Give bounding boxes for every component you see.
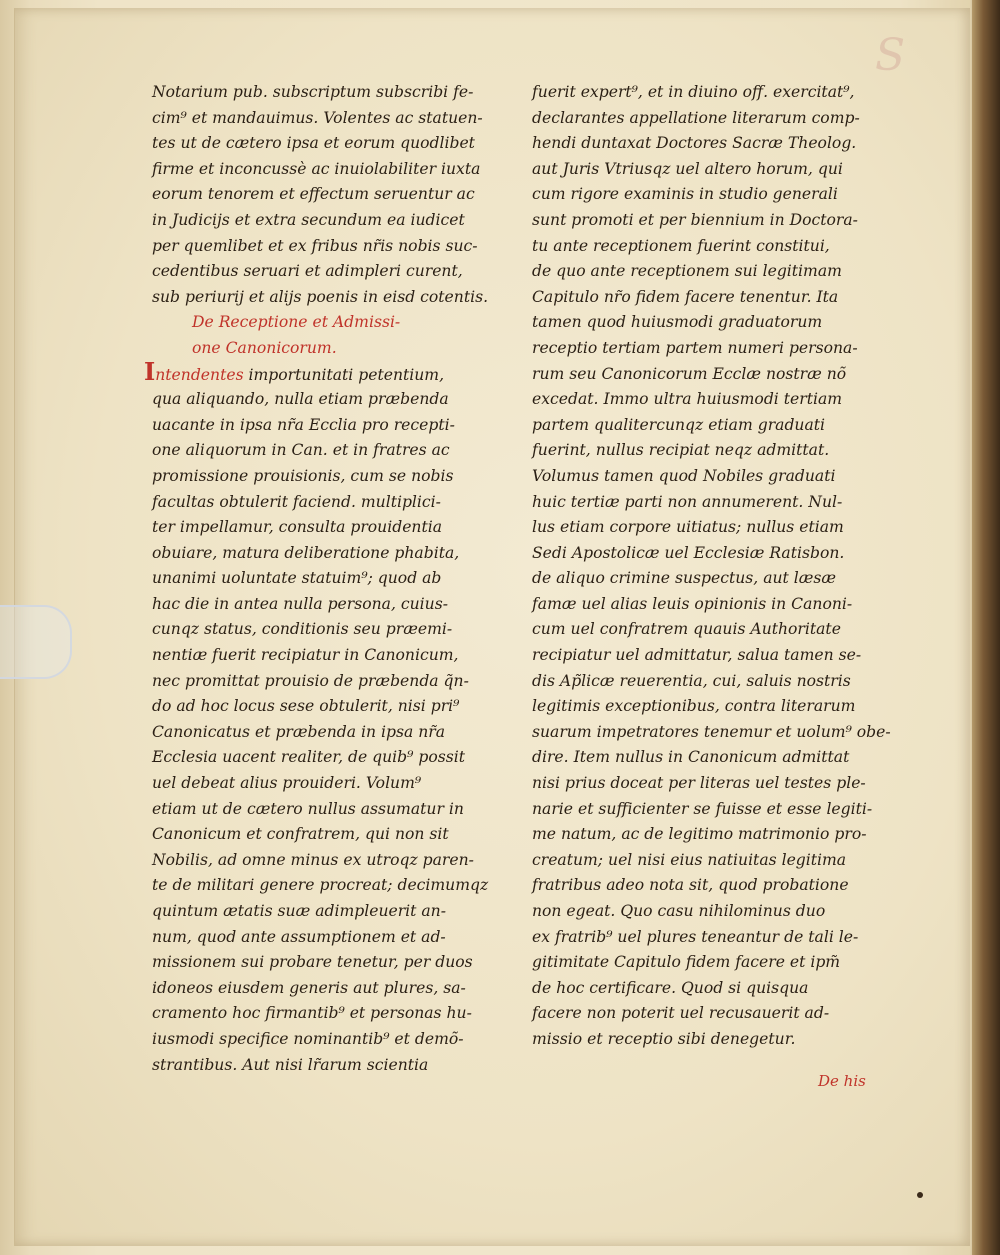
text-line: fuerint, nullus recipiat neqz admittat. bbox=[532, 441, 830, 460]
text-line: per quemlibet et ex fribus nr̃is nobis suc- bbox=[152, 236, 478, 255]
text-line: cim⁹ et mandauimus. Volentes ac statuen- bbox=[152, 108, 483, 127]
text-line: lus etiam corpore uitiatus; nullus etiam bbox=[532, 518, 844, 537]
text-line: strantibus. Aut nisi lr̃arum scientia bbox=[152, 1055, 429, 1074]
text-line: sunt promoti et per biennium in Doctora- bbox=[532, 210, 858, 229]
book-edge bbox=[972, 0, 1000, 1255]
text-line: cum rigore examinis in studio generali bbox=[532, 185, 838, 204]
text-line: declarantes appellatione literarum comp- bbox=[532, 108, 860, 127]
text-line: cunqz status, conditionis seu præemi- bbox=[152, 620, 453, 639]
ink-spot bbox=[917, 1192, 923, 1198]
text-line: idoneos eiusdem generis aut plures, sa- bbox=[152, 978, 466, 997]
text-line: Notarium pub. subscriptum subscribi fe- bbox=[152, 83, 474, 101]
text-line: ter impellamur, consulta prouidentia bbox=[152, 518, 443, 537]
text-line: receptio tertiam partem numeri persona- bbox=[532, 338, 858, 357]
text-line: tes ut de cætero ipsa et eorum quodlibet bbox=[152, 134, 475, 153]
text-line: te de militari genere procreat; decimumqz bbox=[152, 876, 489, 895]
text-line: qua aliquando, nulla etiam præbenda bbox=[152, 390, 449, 409]
first-line-tail: importunitati petentium, bbox=[243, 365, 445, 384]
text-line: nec promittat prouisio de præbenda q̃n- bbox=[152, 671, 469, 690]
text-line: facultas obtulerit faciend. multiplici- bbox=[152, 492, 441, 511]
text-line: de quo ante receptionem sui legitimam bbox=[532, 262, 842, 281]
text-line-first bbox=[144, 356, 522, 388]
text-line: aut Juris Vtriusqz uel altero horum, qui bbox=[532, 159, 843, 178]
text-line: promissione prouisionis, cum se nobis bbox=[152, 466, 454, 485]
text-line: famæ uel alias leuis opinionis in Canoni- bbox=[532, 594, 853, 613]
text-line: cedentibus seruari et adimpleri curent, bbox=[152, 262, 463, 281]
text-line: rum seu Canonicorum Ecclæ nostræ nõ bbox=[532, 364, 847, 383]
text-line: missio et receptio sibi denegetur. bbox=[532, 1029, 796, 1048]
page-clip bbox=[0, 605, 72, 679]
text-line: excedat. Immo ultra huiusmodi tertiam bbox=[532, 390, 843, 409]
text-line: recipiatur uel admittatur, salua tamen se- bbox=[532, 646, 862, 665]
text-line: suarum impetratores tenemur et uolum⁹ obe- bbox=[532, 722, 891, 741]
text-line: de hoc certificare. Quod si quisqua bbox=[532, 978, 809, 997]
text-line: de aliquo crimine suspectus, aut læsæ bbox=[532, 569, 837, 588]
text-line: Canonicum et confratrem, qui non sit bbox=[152, 825, 449, 844]
text-line: Nobilis, ad omne minus ex utroqz paren- bbox=[152, 850, 474, 869]
text-line: do ad hoc locus sese obtulerit, nisi pri⁹ bbox=[152, 697, 460, 716]
text-line: iusmodi specifice nominantib⁹ et demõ- bbox=[152, 1029, 464, 1048]
text-line: cramento hoc firmantib⁹ et personas hu- bbox=[152, 1004, 472, 1023]
text-line: narie et sufficienter se fuisse et esse legiti- bbox=[532, 799, 873, 818]
text-line: facere non poterit uel recusauerit ad- bbox=[532, 1004, 830, 1023]
text-line: eorum tenorem et effectum seruentur ac bbox=[152, 185, 475, 204]
text-line: quintum ætatis suæ adimpleuerit an- bbox=[152, 902, 446, 920]
text-line: ex fratrib⁹ uel plures teneantur de tali le- bbox=[532, 927, 859, 946]
text-line: etiam ut de cætero nullus assumatur in bbox=[152, 799, 464, 818]
text-line: Capitulo nr̃o fidem facere tenentur. Ita bbox=[532, 287, 839, 306]
text-line: legitimis exceptionibus, contra literarum bbox=[532, 697, 856, 716]
text-line: fratribus adeo nota sit, quod probatione bbox=[532, 876, 849, 895]
left-column bbox=[144, 80, 522, 1078]
text-line: me natum, ac de legitimo matrimonio pro- bbox=[532, 825, 867, 844]
text-line: tamen quod huiusmodi graduatorum bbox=[532, 313, 823, 332]
text-line: unanimi uoluntate statuim⁹; quod ab bbox=[152, 569, 442, 588]
text-line: Sedi Apostolicæ uel Ecclesiæ Ratisbon. bbox=[532, 543, 845, 562]
text-line: cum uel confratrem quauis Authoritate bbox=[532, 620, 841, 639]
text-line: nisi prius doceat per literas uel testes ple- bbox=[532, 774, 866, 793]
text-line: hendi duntaxat Doctores Sacræ Theolog. bbox=[532, 134, 857, 153]
text-line: nentiæ fuerit recipiatur in Canonicum, bbox=[152, 646, 459, 665]
text-line: Volumus tamen quod Nobiles graduati bbox=[532, 466, 836, 485]
text-line: partem qualitercunqz etiam graduati bbox=[532, 415, 826, 434]
text-line: uel debeat alius prouideri. Volum⁹ bbox=[152, 774, 422, 793]
text-line: in Judicijs et extra secundum ea iudicet bbox=[152, 210, 465, 229]
text-line: uacante in ipsa nr̃a Ecclia pro recepti- bbox=[152, 415, 455, 434]
section-heading: De Receptione et Admissi- bbox=[192, 313, 401, 332]
text-line: firme et inconcussè ac inuiolabiliter iuxta bbox=[152, 159, 481, 178]
text-line: num, quod ante assumptionem et ad- bbox=[152, 927, 446, 946]
text-line: non egeat. Quo casu nihilominus duo bbox=[532, 902, 826, 920]
text-line: obuiare, matura deliberatione phabita, bbox=[152, 543, 460, 562]
text-line: creatum; uel nisi eius natiuitas legitima bbox=[532, 850, 847, 869]
text-line: sub periurij et alijs poenis in eisd cotentis. bbox=[152, 287, 489, 306]
first-word: ntendentes bbox=[155, 365, 244, 384]
text-line: tu ante receptionem fuerint constitui, bbox=[532, 236, 830, 255]
text-line: gitimitate Capitulo fidem facere et ipm̃ bbox=[532, 953, 841, 972]
section-heading: one Canonicorum. bbox=[192, 338, 337, 357]
show-through-letter: S bbox=[875, 30, 906, 81]
text-line: missionem sui probare tenetur, per duos bbox=[152, 953, 473, 972]
text-line: Canonicatus et præbenda in ipsa nr̃a bbox=[152, 722, 446, 741]
text-line: one aliquorum in Can. et in fratres ac bbox=[152, 441, 450, 460]
text-line: fuerit expert⁹, et in diuino off. exercitat⁹, bbox=[532, 83, 855, 101]
text-line: dis Ap̃licæ reuerentia, cui, saluis nostris bbox=[532, 671, 851, 690]
catchword: De his bbox=[818, 1072, 866, 1090]
initial-capital: I bbox=[144, 356, 156, 386]
text-line: Ecclesia uacent realiter, de quib⁹ possit bbox=[152, 748, 465, 767]
text-line: hac die in antea nulla persona, cuius- bbox=[152, 594, 448, 613]
right-column bbox=[532, 80, 902, 1053]
text-line: dire. Item nullus in Canonicum admittat bbox=[532, 748, 850, 767]
text-line: huic tertiæ parti non annumerent. Nul- bbox=[532, 492, 843, 511]
